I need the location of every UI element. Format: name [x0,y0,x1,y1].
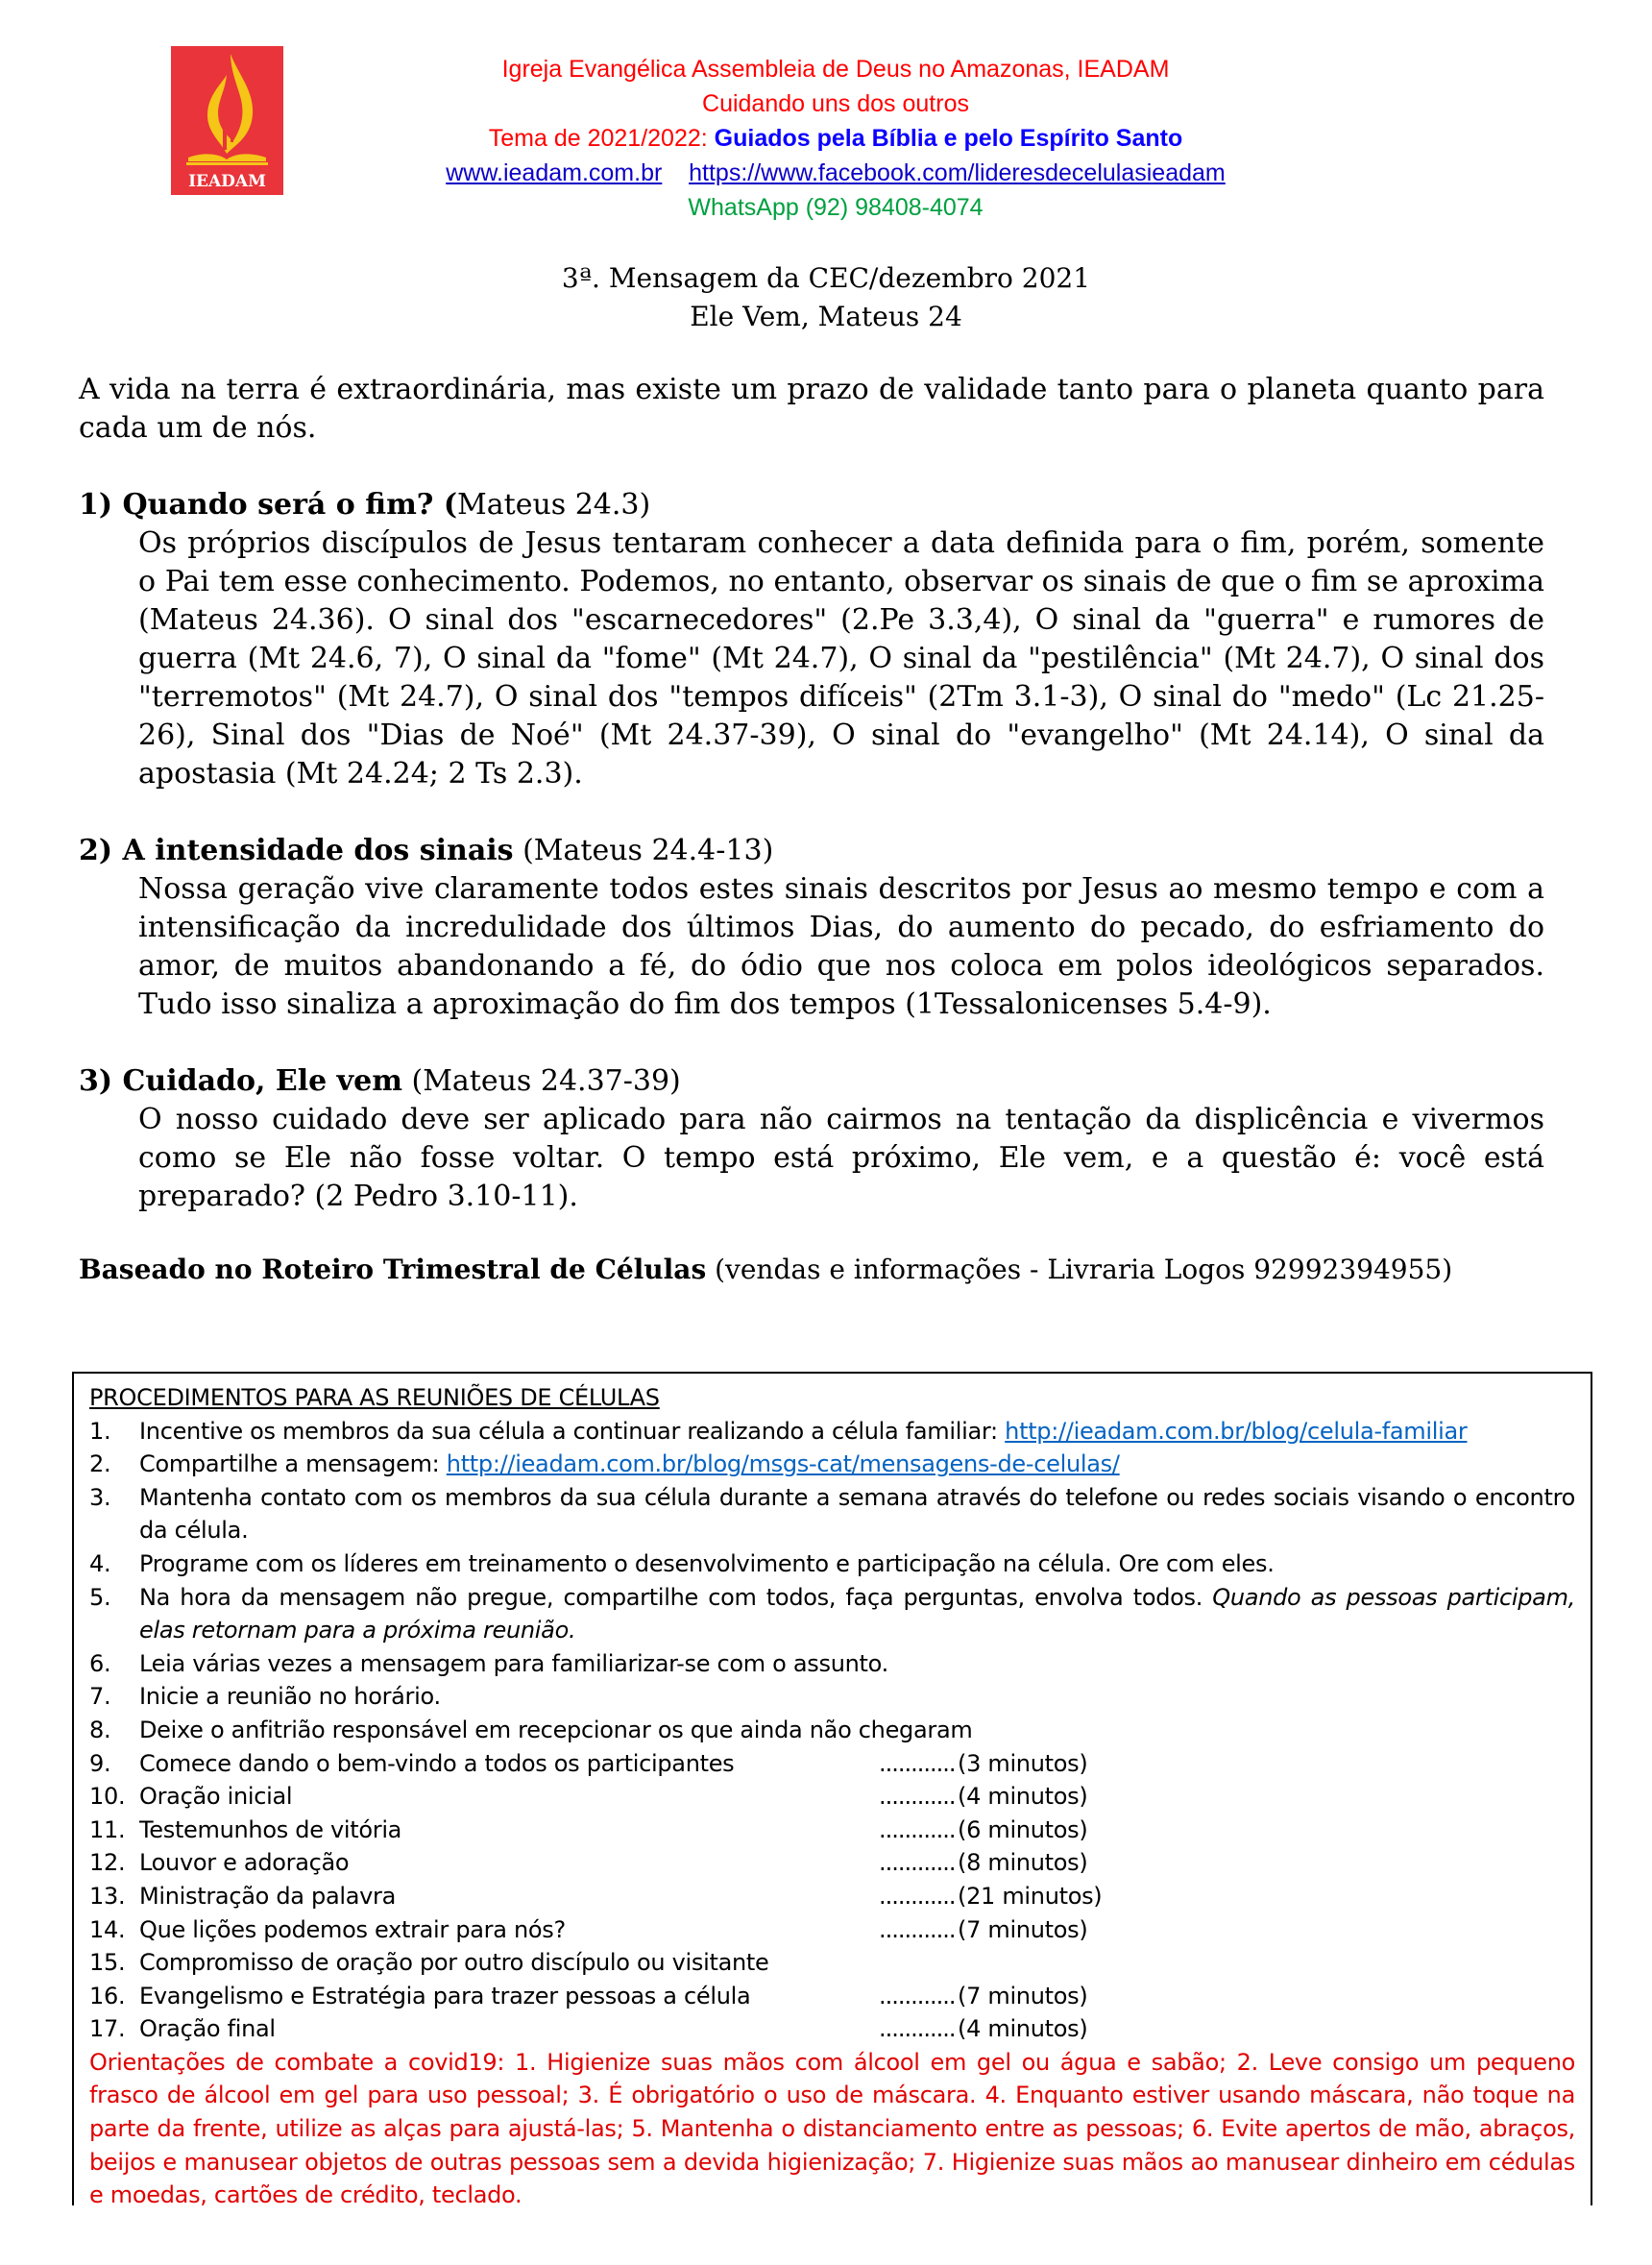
mensagens-link[interactable]: http://ieadam.com.br/blog/msgs-cat/mensagens-de-celulas/ [446,1450,1120,1478]
svg-text:IEADAM: IEADAM [188,172,266,191]
procedure-item [89,1680,1575,1714]
schedule-number: 10. [89,1783,126,1811]
section-1 [79,486,1544,793]
meeting-schedule [89,1747,1575,2046]
section-reference: (Mateus 24.4-13) [513,834,774,867]
theme-line [403,121,1268,156]
schedule-row [89,1980,1575,2013]
links-line [403,156,1268,190]
schedule-row [89,1880,1575,1913]
item-text: Mantenha contato com os membros da sua célula durante a semana através do telefone ou redes sociais visando o encontro da célula. [139,1483,1575,1545]
message-title-block [0,259,1652,336]
item-number: 7. [89,1683,111,1711]
section-title: 2) A intensidade dos sinais [79,834,514,867]
schedule-number: 15. [89,1949,126,1977]
schedule-row [89,2012,1575,2046]
section-body: Os próprios discípulos de Jesus tentaram conhecer a data definida para o fim, porém, somente o Pai tem esse conhecimento. Podemos, no entanto, observar os sinais de que o fim se aproxima (Mateus 24.36). O sinal dos "escarnecedores" (2.Pe 3.3,4), O sinal da "guerra" e rumores de guerra (Mt 24.6, 7), O sinal da "fome" (Mt 24.7), O sinal da "pestilência" (Mt 24.7), O sinal dos "terremotos" (Mt 24.7), O sinal dos "tempos difíceis" (2Tm 3.1-3), O sinal do "medo" (Lc 21.25-26), Sinal dos "Dias de Noé" (Mt 24.37-39), O sinal do "evangelho" (Mt 24.14), O sinal da apostasia (Mt 24.24; 2 Ts 2.3). [138,526,1544,791]
org-name: Igreja Evangélica Assembleia de Deus no Amazonas, IEADAM [501,56,1170,83]
section-body: O nosso cuidado deve ser aplicado para não cairmos na tentação da displicência e vivermos como se Ele não fosse voltar. O tempo está próximo, Ele vem, e a questão é: você está preparado? (2 Pedro 3.10-11). [138,1103,1544,1213]
theme-label: Tema de 2021/2022: [488,125,715,152]
section-heading [79,832,1544,870]
procedure-item [89,1647,1575,1681]
section-2 [79,832,1544,1024]
theme-value: Guiados pela Bíblia e pelo Espírito Santo [714,125,1183,152]
schedule-label: Comece dando o bem-vindo a todos os participantes [139,1749,735,1777]
schedule-duration: (4 minutos) [958,1783,1088,1811]
schedule-label: Oração inicial [139,1783,293,1811]
item-number: 5. [89,1583,111,1611]
schedule-row [89,1846,1575,1880]
schedule-number: 13. [89,1882,126,1910]
schedule-label: Oração final [139,2015,276,2043]
section-body: Nossa geração vive claramente todos estes sinais descritos por Jesus ao mesmo tempo e com a intensificação da incredulidade dos últimos Dias, do aumento do pecado, do esfriamento do amor, de muitos abandonando a fé, do ódio que nos coloca em polos ideológicos separados. Tudo isso sinaliza a aproximação do fim dos tempos (1Tessalonicenses 5.4-9). [138,872,1544,1021]
schedule-leader-dots: ............ [879,1749,956,1777]
procedure-item [89,1448,1575,1481]
celula-familiar-link[interactable]: http://ieadam.com.br/blog/celula-familiar [1005,1417,1468,1445]
schedule-label: Louvor e adoração [139,1849,350,1877]
schedule-label: Ministração da palavra [139,1882,397,1910]
schedule-row [89,1913,1575,1947]
schedule-leader-dots: ............ [879,1915,956,1943]
schedule-label: Compromisso de oração por outro discípulo ou visitante [139,1949,769,1977]
schedule-label: Evangelismo e Estratégia para trazer pessoas a célula [139,1982,751,2009]
section-reference: Mateus 24.3) [457,488,651,522]
item-number: 8. [89,1716,111,1743]
intro-paragraph: A vida na terra é extraordinária, mas existe um prazo de validade tanto para o planeta quanto para cada um de nós. [79,373,1544,445]
item-text: Deixe o anfitrião responsável em recepcionar os que ainda não chegaram [139,1716,973,1743]
schedule-duration: (4 minutos) [958,2015,1088,2043]
item-text: Inicie a reunião no horário. [139,1683,441,1711]
message-content [79,371,1544,1289]
item-text: Leia várias vezes a mensagem para familiarizar-se com o assunto. [139,1649,888,1677]
schedule-number: 9. [89,1749,111,1777]
section-heading [79,1062,1544,1101]
message-subtitle: 3ª. Mensagem da CEC/dezembro 2021 [561,262,1091,294]
item-number: 4. [89,1549,111,1577]
procedure-item [89,1547,1575,1581]
procedure-item [89,1415,1575,1449]
facebook-link[interactable]: https://www.facebook.com/lideresdecelulasieadam [689,159,1226,186]
schedule-number: 14. [89,1915,126,1943]
item-text: Na hora da mensagem não pregue, compartilhe com todos, faça perguntas, envolva todos. Quando as pessoas participam, elas retornam para a próxima reunião. [139,1583,1575,1644]
procedures-box [72,1372,1592,2209]
item-text: Incentive os membros da sua célula a continuar realizando a célula familiar: http://ieadam.com.br/blog/celula-familiar [139,1417,1468,1445]
item-text: Compartilhe a mensagem: http://ieadam.com.br/blog/msgs-cat/mensagens-de-celulas/ [139,1450,1120,1478]
schedule-duration: (7 minutos) [958,1915,1088,1943]
schedule-leader-dots: ............ [879,1982,956,2009]
schedule-number: 17. [89,2015,126,2043]
item-number: 3. [89,1483,111,1511]
flame-bible-icon [171,46,283,195]
based-on-note [79,1251,1544,1289]
item-text: Programe com os líderes em treinamento o desenvolvimento e participação na célula. Ore com eles. [139,1549,1275,1577]
schedule-leader-dots: ............ [879,1882,956,1910]
item-number: 6. [89,1649,111,1677]
schedule-row [89,1747,1575,1781]
procedure-item [89,1714,1575,1747]
schedule-duration: (21 minutos) [958,1882,1103,1910]
message-title: Ele Vem, Mateus 24 [690,301,962,332]
schedule-duration: (8 minutos) [958,1849,1088,1877]
schedule-leader-dots: ............ [879,1783,956,1811]
covid-guidelines: Orientações de combate a covid19: 1. Higienize suas mãos com álcool em gel ou água e sabão; 2. Leve consigo um pequeno frasco de álcool em gel para uso pessoal; 3. É obrigatório o uso de máscara. 4. Enquanto estiver usando máscara, não toque na parte da frente, utilize as alças para ajustá-las; 5. Mantenha o distanciamento entre as pessoas; 6. Evite apertos de mão, abraços, beijos e manusear objetos de outras pessoas sem a devida higienização; 7. Higienize suas mãos ao manusear dinheiro em cédulas e moedas, cartões de crédito, teclado. [89,2048,1575,2209]
schedule-row [89,1780,1575,1814]
schedule-number: 11. [89,1815,126,1843]
whatsapp-contact: WhatsApp (92) 98408-4074 [688,194,984,221]
church-header [403,52,1268,225]
based-on-details: (vendas e informações - Livraria Logos 92992394955) [706,1254,1453,1285]
schedule-leader-dots: ............ [879,2015,956,2043]
section-3 [79,1062,1544,1216]
motto: Cuidando uns dos outros [702,90,969,117]
schedule-number: 12. [89,1849,126,1877]
schedule-leader-dots: ............ [879,1815,956,1843]
procedures-title: PROCEDIMENTOS PARA AS REUNIÕES DE CÉLULAS [89,1384,660,1411]
schedule-number: 16. [89,1982,126,2009]
procedure-item [89,1581,1575,1647]
schedule-row [89,1946,1575,1980]
based-on-title: Baseado no Roteiro Trimestral de Células [79,1254,707,1285]
procedure-item [89,1481,1575,1547]
schedule-duration: (7 minutos) [958,1982,1088,2009]
section-heading [79,486,1544,524]
item-number: 2. [89,1450,111,1478]
schedule-row [89,1814,1575,1847]
ieadam-logo [171,46,283,195]
section-title: 3) Cuidado, Ele vem [79,1064,402,1098]
section-title: 1) Quando será o fim? ( [79,488,458,522]
schedule-leader-dots: ............ [879,1849,956,1877]
website-link[interactable]: www.ieadam.com.br [446,159,663,186]
schedule-duration: (3 minutos) [958,1749,1088,1777]
schedule-label: Testemunhos de vitória [139,1815,402,1843]
schedule-duration: (6 minutos) [958,1815,1088,1843]
item-number: 1. [89,1417,111,1445]
schedule-leader-dots [879,1946,958,1980]
schedule-label: Que lições podemos extrair para nós? [139,1915,566,1943]
item-italic-note: Quando as pessoas participam, elas retornam para a próxima reunião. [139,1583,1575,1644]
section-reference: (Mateus 24.37-39) [401,1064,681,1098]
